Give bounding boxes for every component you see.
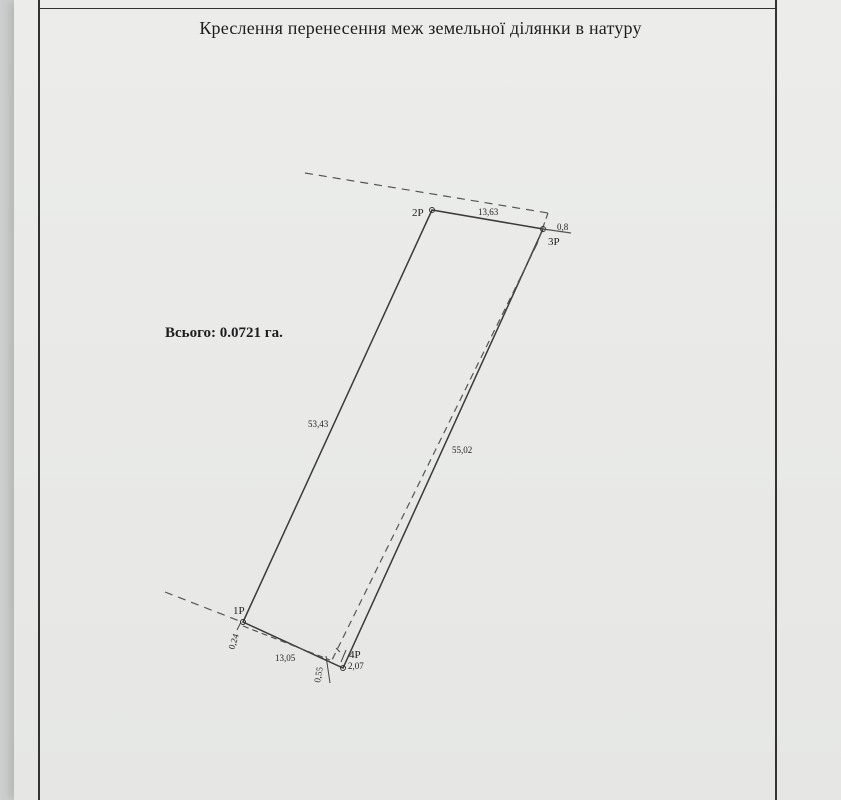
offset-label-4-a: 0,55: [312, 666, 325, 684]
side-length-3-4: 55,02: [452, 445, 473, 455]
dashed-boundary-long: [332, 244, 537, 660]
offset-label-3: 0,8: [557, 222, 569, 232]
total-area-value: 0.0721 га.: [219, 325, 283, 341]
point-label-2: 2Р: [412, 207, 424, 219]
point-label-1: 1Р: [233, 605, 245, 617]
dashed-extension-top: [305, 173, 548, 213]
total-area-label: Всього:: [165, 325, 217, 341]
point-label-3: 3Р: [548, 236, 560, 248]
drawing-title: Креслення перенесення меж земельної ділянки в натуру: [199, 18, 642, 38]
side-length-2-3: 13,63: [478, 207, 499, 217]
offset-label-4-b: 2,07: [348, 661, 364, 671]
offset-label-1: 0,24: [226, 632, 241, 651]
parcel-boundary: [243, 210, 543, 668]
offset-tick-4-c: [341, 650, 346, 662]
side-length-1-2: 53,43: [308, 419, 329, 429]
side-length-4-1: 13,05: [275, 653, 296, 663]
point-label-4: 4Р: [349, 649, 361, 661]
dashed-extension-bottom: [165, 592, 242, 622]
